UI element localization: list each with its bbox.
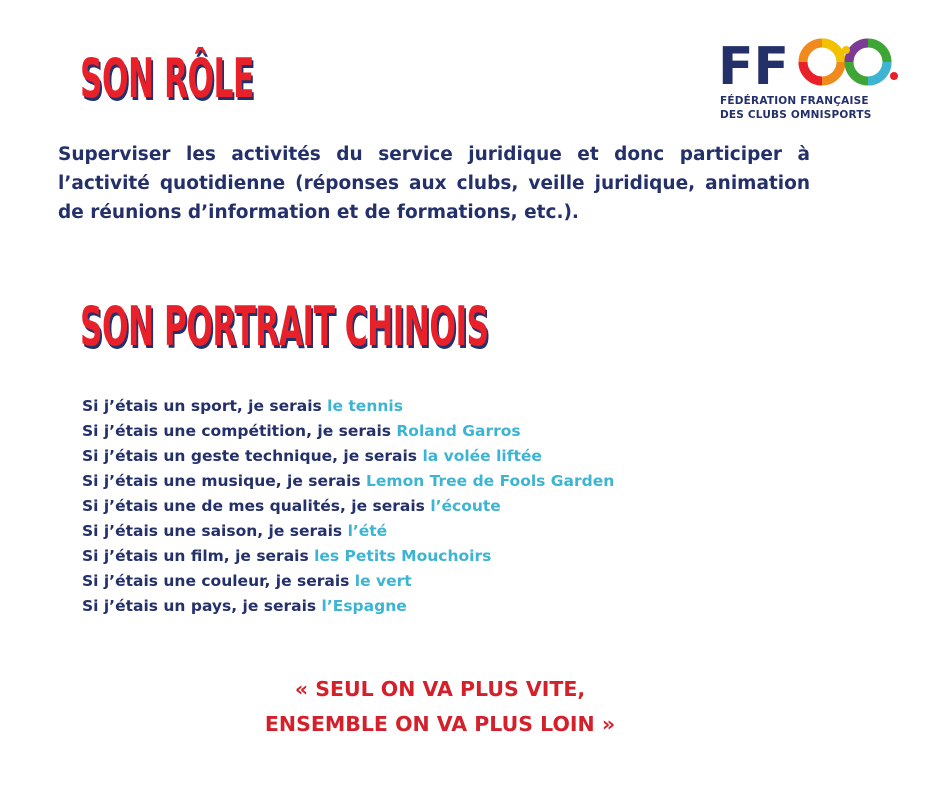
logo-letters: FF bbox=[718, 37, 790, 92]
quote bbox=[160, 672, 720, 742]
portrait-list bbox=[82, 394, 614, 619]
portrait-prefix: Si j’étais une compétition, je serais bbox=[82, 422, 397, 440]
portrait-item bbox=[82, 419, 614, 444]
portrait-item bbox=[82, 469, 614, 494]
portrait-prefix: Si j’étais un pays, je serais bbox=[82, 597, 322, 615]
section-title-portrait: SON PORTRAIT CHINOIS bbox=[80, 295, 489, 358]
portrait-prefix: Si j’étais une saison, je serais bbox=[82, 522, 348, 540]
portrait-prefix: Si j’étais une de mes qualités, je serais bbox=[82, 497, 431, 515]
portrait-answer: le vert bbox=[354, 572, 412, 590]
portrait-item bbox=[82, 394, 614, 419]
portrait-answer: les Petits Mouchoirs bbox=[314, 547, 492, 565]
logo-caption-line1: FÉDÉRATION FRANÇAISE bbox=[720, 95, 869, 107]
portrait-prefix: Si j’étais un sport, je serais bbox=[82, 397, 328, 415]
portrait-answer: l’Espagne bbox=[321, 597, 407, 615]
portrait-answer: l’écoute bbox=[430, 497, 501, 515]
portrait-answer: le tennis bbox=[327, 397, 403, 415]
portrait-item bbox=[82, 544, 614, 569]
portrait-answer: l’été bbox=[347, 522, 388, 540]
portrait-item bbox=[82, 494, 614, 519]
portrait-prefix: Si j’étais un geste technique, je serais bbox=[82, 447, 423, 465]
portrait-item bbox=[82, 594, 614, 619]
portrait-item bbox=[82, 569, 614, 594]
ffco-logo-mark bbox=[718, 36, 908, 92]
role-description: Superviser les activités du service juridique et donc participer à l’activité quotidienne (réponses aux clubs, veille juridique, animation de réunions d’information et de formations, etc.). bbox=[58, 144, 810, 223]
portrait-item bbox=[82, 519, 614, 544]
logo-caption bbox=[720, 94, 871, 122]
portrait-prefix: Si j’étais une musique, je serais bbox=[82, 472, 367, 490]
portrait-answer: Lemon Tree de Fools Garden bbox=[366, 472, 615, 490]
section-title-role: SON RÔLE bbox=[80, 47, 254, 110]
quote-line1: « SEUL ON VA PLUS VITE, bbox=[294, 677, 586, 701]
portrait-answer: Roland Garros bbox=[396, 422, 521, 440]
logo-colored-rings-icon bbox=[803, 43, 898, 81]
ffco-logo bbox=[718, 36, 908, 126]
portrait-prefix: Si j’étais une couleur, je serais bbox=[82, 572, 355, 590]
quote-line2: ENSEMBLE ON VA PLUS LOIN » bbox=[264, 712, 616, 736]
portrait-item bbox=[82, 444, 614, 469]
portrait-answer: la volée liftée bbox=[422, 447, 542, 465]
portrait-prefix: Si j’étais un film, je serais bbox=[82, 547, 315, 565]
logo-caption-line2: DES CLUBS OMNISPORTS bbox=[720, 109, 872, 121]
